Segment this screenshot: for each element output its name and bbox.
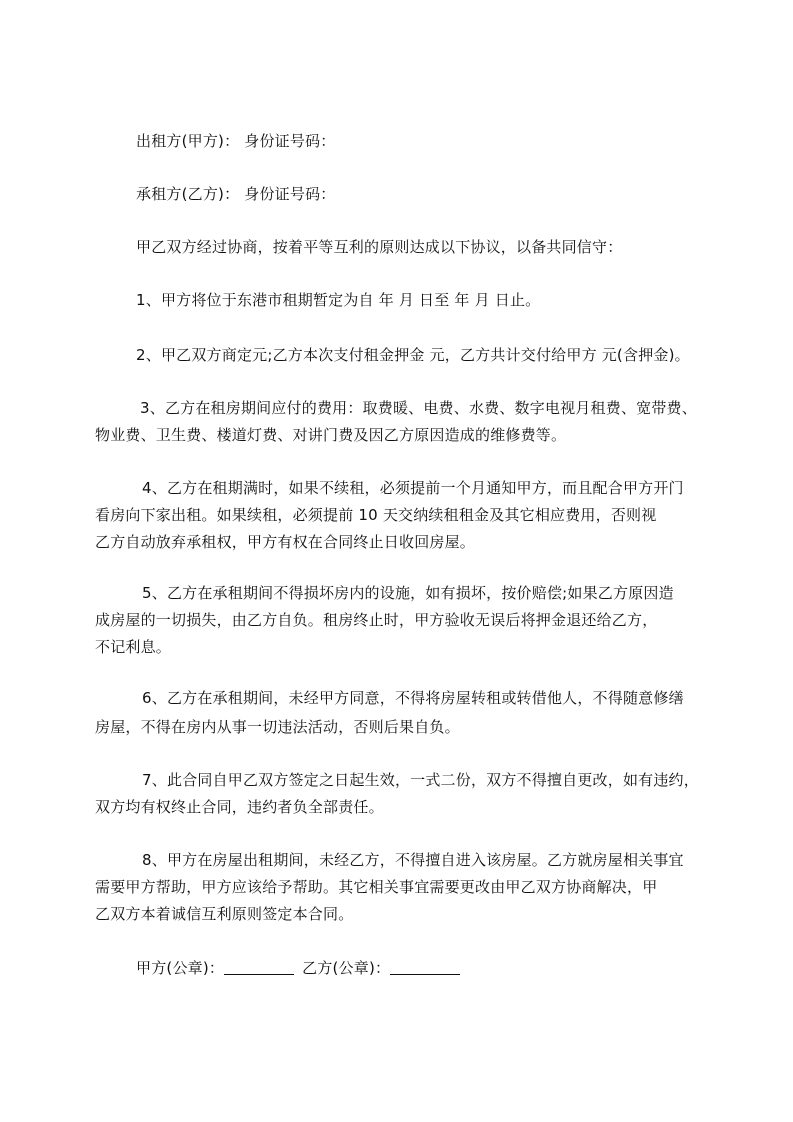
party-b-seal-label: 乙方(公章)：	[302, 959, 391, 977]
clause-8-line-2: 需要甲方帮助，甲方应该给予帮助。其它相关事宜需要更改由甲乙双方协商解决，甲	[95, 878, 658, 896]
intro-paragraph: 甲乙双方经过协商，按着平等互利的原则达成以下协议，以备共同信守：	[136, 238, 623, 256]
party-b-signature-line[interactable]	[390, 960, 460, 975]
clause-2: 2、甲乙双方商定元;乙方本次支付租金押金 元，乙方共计交付给甲方 元(含押金)。	[136, 346, 690, 364]
clause-3-line-2: 物业费、卫生费、楼道灯费、对讲门费及因乙方原因造成的维修费等。	[95, 426, 567, 444]
clause-7-line-2: 双方均有权终止合同，违约者负全部责任。	[95, 798, 384, 816]
clause-5-line-2: 成房屋的一切损失，由乙方自负。租房终止时，甲方验收无误后将押金退还给乙方，	[95, 611, 658, 629]
clause-5-line-1: 5、乙方在承租期间不得损坏房内的设施，如有损坏，按价赔偿;如果乙方原因造	[142, 584, 674, 602]
clause-4-line-2: 看房向下家出租。如果续租，必须提前 10 天交纳续租租金及其它相应费用，否则视	[95, 506, 657, 524]
clause-3-line-1: 3、乙方在租房期间应付的费用：取费暖、电费、水费、数字电视月租费、宽带费、	[140, 399, 697, 417]
clause-8-line-1: 8、甲方在房屋出租期间，未经乙方，不得擅自进入该房屋。乙方就房屋相关事宜	[142, 851, 684, 869]
clause-6-line-1: 6、乙方在承租期间，未经甲方同意，不得将房屋转租或转借他人，不得随意修缮	[142, 689, 684, 707]
clause-4-line-1: 4、乙方在租期满时，如果不续租，必须提前一个月通知甲方，而且配合甲方开门	[142, 479, 684, 497]
party-a-signature-line[interactable]	[224, 960, 294, 975]
clause-8-line-3: 乙双方本着诚信互利原则签定本合同。	[95, 905, 354, 923]
clause-6-line-2: 房屋，不得在房内从事一切违法活动，否则后果自负。	[95, 718, 460, 736]
clause-4-line-3: 乙方自动放弃承租权，甲方有权在合同终止日收回房屋。	[95, 533, 476, 551]
clause-7-line-1: 7、此合同自甲乙双方签定之日起生效，一式二份，双方不得擅自更改，如有违约，	[142, 771, 699, 789]
lessor-line: 出租方(甲方)： 身份证号码：	[136, 132, 336, 150]
clause-1: 1、甲方将位于东港市租期暂定为自 年 月 日至 年 月 日止。	[136, 291, 541, 309]
signature-row	[136, 958, 468, 978]
party-a-seal-label: 甲方(公章)：	[136, 959, 225, 977]
clause-5-line-3: 不记利息。	[95, 638, 172, 656]
lessee-line: 承租方(乙方)： 身份证号码：	[136, 185, 336, 203]
